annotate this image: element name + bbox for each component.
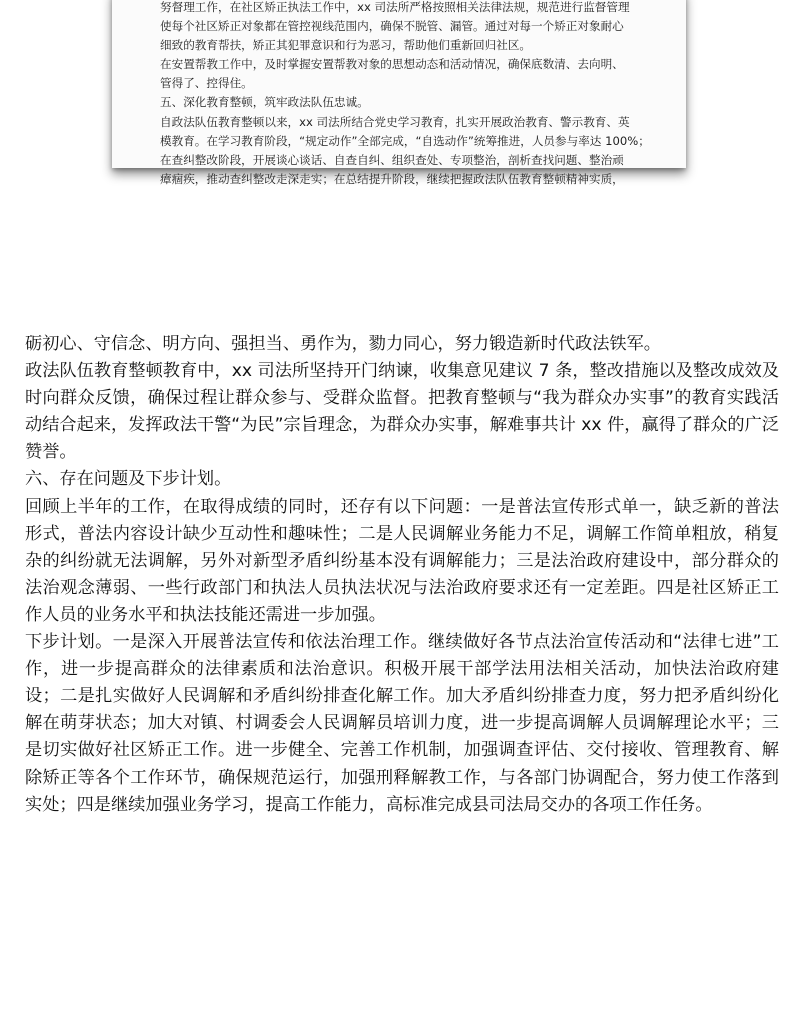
paragraph-problems: 回顾上半年的工作，在取得成绩的同时，还存有以下问题：一是普法宣传形式单一，缺乏新的普法形式，普法内容设计缺少互动性和趣味性；二是人民调解业务能力不足，调解工作简单粗放，稍复杂的纠纷就无法调解，另外对新型矛盾纠纷基本没有调解能力；三是法治政府建设中，部分群众的法治观念薄弱、一些行政部门和执法人员执法状况与法治政府要求还有一定差距。四是社区矫正工作人员的业务水平和执法技能还需进一步加强。 xyxy=(25,496,779,625)
paragraph-closing-line: 砺初心、守信念、明方向、强担当、勇作为，勠力同心，努力锻造新时代政法铁军。 xyxy=(25,334,661,354)
preview-line: 自政法队伍教育整顿以来，xx 司法所结合党史学习教育，扎实开展政治教育、警示教育、英 xyxy=(160,114,630,129)
preview-line: 管得了、控得住。 xyxy=(160,76,253,91)
preview-line: 努督理工作，在社区矫正执法工作中，xx 司法所严格按照相关法律法规，规范进行监督管理 xyxy=(160,0,630,14)
preview-line: 瘴痼疾，推动查纠整改走深走实；在总结提升阶段，继续把握政法队伍教育整顿精神实质， xyxy=(160,171,624,186)
section-heading: 六、存在问题及下步计划。 xyxy=(25,469,232,490)
preview-heading: 五、深化教育整顿，筑牢政法队伍忠诚。 xyxy=(160,95,369,110)
document-page-preview xyxy=(112,0,686,186)
paragraph-education: 政法队伍教育整顿教育中，xx 司法所坚持开门纳谏，收集意见建议 7 条，整改措施以及整改成效及时向群众反馈，确保过程让群众参与、受群众监督。把教育整顿与“我为群众办实事”的教育实践活动结合起来，发挥政法干警“为民”宗旨理念，为群众办实事，解难事共计 xx 件，赢得了群众的广泛赞誉。 xyxy=(25,361,779,463)
document-body xyxy=(25,331,779,819)
preview-line: 细致的教育帮扶，矫正其犯罪意识和行为恶习，帮助他们重新回归社区。 xyxy=(160,38,532,53)
preview-line: 使每个社区矫正对象都在管控视线范围内，确保不脱管、漏管。通过对每一个矫正对象耐心 xyxy=(160,19,624,34)
paragraph-next-plan: 下步计划。一是深入开展普法宣传和依法治理工作。继续做好各节点法治宣传活动和“法律七进”工作，进一步提高群众的法律素质和法治意识。积极开展干部学法用法相关活动，加快法治政府建设；二是扎实做好人民调解和矛盾纠纷排查化解工作。加大矛盾纠纷排查力度，努力把矛盾纠纷化解在萌芽状态；加大对镇、村调委会人民调解员培训力度，进一步提高调解人员调解理论水平；三是切实做好社区矫正工作。进一步健全、完善工作机制，加强调查评估、交付接收、管理教育、解除矫正等各个工作环节，确保规范运行，加强刑释解教工作，与各部门协调配合，努力使工作落到实处；四是继续加强业务学习，提高工作能力，高标准完成县司法局交办的各项工作任务。 xyxy=(25,632,779,815)
preview-area xyxy=(0,0,800,250)
preview-line: 在安置帮教工作中，及时掌握安置帮教对象的思想动态和活动情况，确保底数清、去向明、 xyxy=(160,57,624,72)
preview-text-block xyxy=(160,0,650,189)
preview-line: 模教育。在学习教育阶段，“规定动作”全部完成，“自选动作”统筹推进，人员参与率达 100%； xyxy=(160,133,650,148)
preview-line: 在查纠整改阶段，开展谈心谈话、自查自纠、组织查处、专项整治，剖析查找问题、整治顽 xyxy=(160,152,624,167)
